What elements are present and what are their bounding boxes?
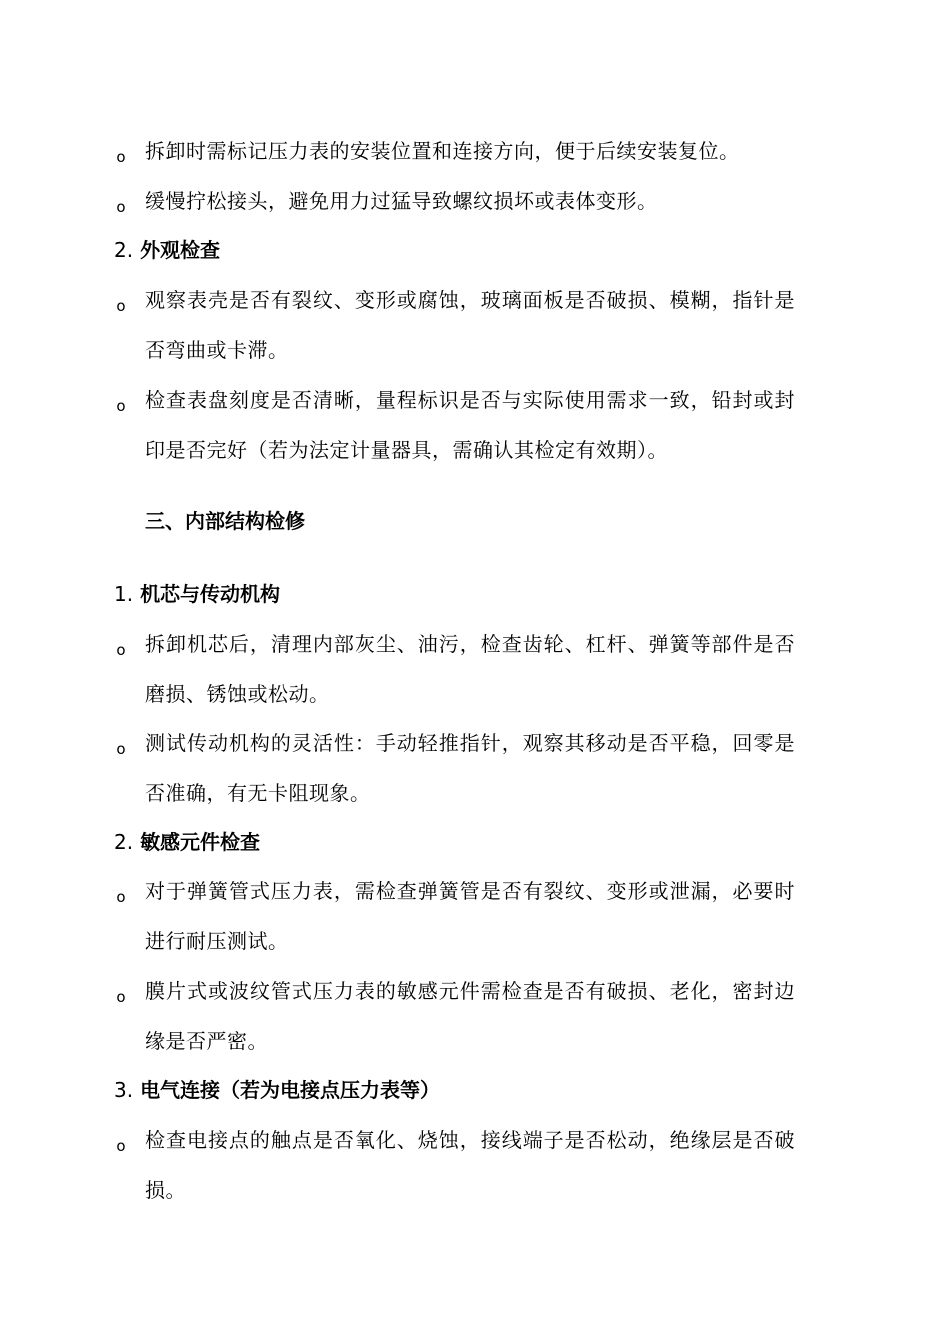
list-item-text: 拆卸时需标记压力表的安装位置和连接方向，便于后续安装复位。 [145, 139, 740, 163]
heading-number: 1. [114, 582, 134, 606]
heading-text: 敏感元件检查 [140, 830, 261, 854]
subheading [114, 235, 220, 265]
list-item-text: 检查电接点的触点是否氧化、烧蚀，接线端子是否松动，绝缘层是否破损。 [145, 1128, 795, 1202]
bullet-marker: o [116, 397, 126, 415]
bullet-marker: o [116, 888, 126, 906]
list-item-text: 测试传动机构的灵活性：手动轻推指针，观察其移动是否平稳，回零是否准确，有无卡阻现象。 [145, 731, 795, 805]
section-title: 三、内部结构检修 [145, 509, 305, 533]
subheading [114, 827, 260, 857]
list-item-text: 检查表盘刻度是否清晰，量程标识是否与实际使用需求一致，铅封或封印是否完好（若为法定计量器具，需确认其检定有效期）。 [145, 388, 795, 462]
bullet-marker: o [116, 988, 126, 1006]
list-item-text: 观察表壳是否有裂纹、变形或腐蚀，玻璃面板是否破损、模糊，指针是否弯曲或卡滞。 [145, 288, 795, 362]
heading-number: 2. [114, 238, 134, 262]
list-item-text: 膜片式或波纹管式压力表的敏感元件需检查是否有破损、老化，密封边缘是否严密。 [145, 979, 795, 1053]
bullet-marker: o [116, 641, 126, 659]
heading-text: 外观检查 [140, 238, 221, 262]
bullet-marker: o [116, 297, 126, 315]
list-item-text: 拆卸机芯后，清理内部灰尘、油污，检查齿轮、杠杆、弹簧等部件是否磨损、锈蚀或松动。 [145, 632, 795, 706]
bullet-marker: o [116, 198, 126, 216]
heading-text: 电气连接（若为电接点压力表等） [140, 1078, 441, 1102]
heading-text: 机芯与传动机构 [140, 582, 281, 606]
list-item-text: 对于弹簧管式压力表，需检查弹簧管是否有裂纹、变形或泄漏，必要时进行耐压测试。 [145, 879, 795, 953]
subheading [114, 1075, 440, 1105]
list-item-text: 缓慢拧松接头，避免用力过猛导致螺纹损坏或表体变形。 [145, 189, 658, 213]
heading-number: 2. [114, 830, 134, 854]
heading-number: 3. [114, 1078, 134, 1102]
bullet-marker: o [116, 1137, 126, 1155]
subheading [114, 579, 280, 609]
bullet-marker: o [116, 740, 126, 758]
bullet-marker: o [116, 148, 126, 166]
